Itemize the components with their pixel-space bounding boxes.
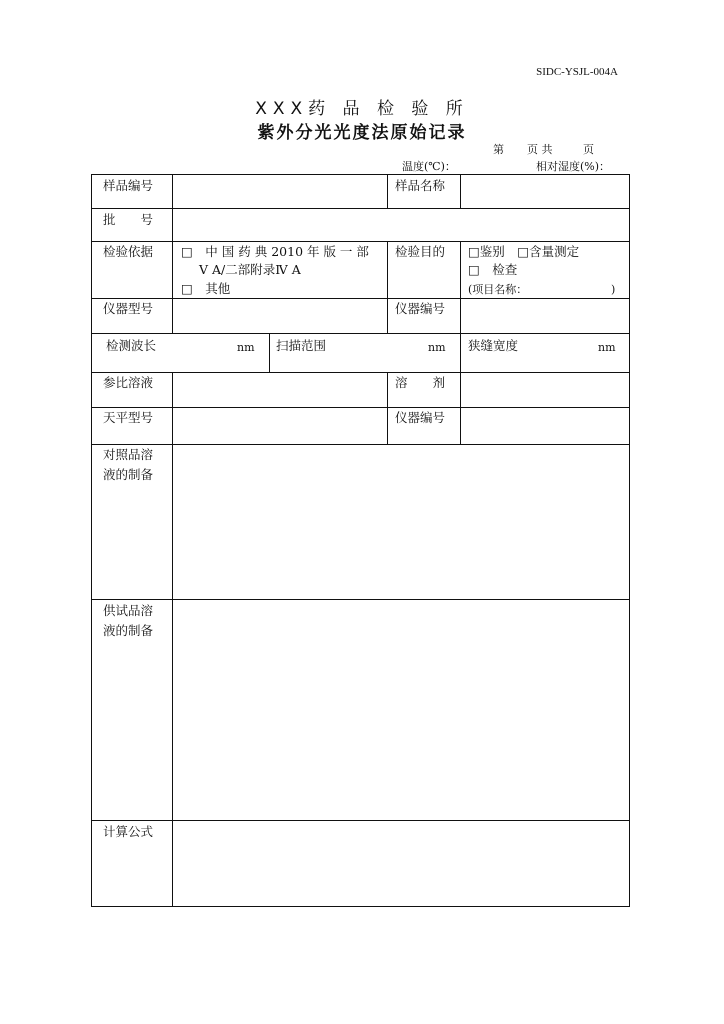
formula-field[interactable] <box>176 824 624 902</box>
purpose-item-close: ) <box>611 283 616 296</box>
wavelength-label: 检测波长 <box>106 338 157 353</box>
balance-model-label: 天平型号 <box>103 410 154 425</box>
page-label-total: 页 共 <box>527 143 553 156</box>
temperature-label: 温度(℃)： <box>402 160 456 173</box>
purpose-option-test[interactable]: □ 检查 <box>468 262 518 277</box>
test-prep-label-line2: 液的制备 <box>103 623 154 638</box>
batch-label: 批 号 <box>103 212 154 227</box>
instrument-model-field[interactable] <box>176 302 382 330</box>
balance-no-label: 仪器编号 <box>395 410 446 425</box>
slit-width-unit: nm <box>598 341 616 354</box>
page-label-suffix: 页 <box>583 143 594 156</box>
solvent-field[interactable] <box>464 375 624 403</box>
purpose-item-name-label: (项目名称： <box>468 283 528 296</box>
page-number-line <box>493 141 594 157</box>
reference-prep-label-line2: 液的制备 <box>103 467 154 482</box>
test-prep-field[interactable] <box>176 603 624 816</box>
basis-option-other[interactable]: □ 其他 <box>181 281 231 296</box>
instrument-no-label: 仪器编号 <box>395 301 446 316</box>
balance-no-field[interactable] <box>464 411 624 441</box>
reference-prep-label-line1: 对照品溶 <box>103 447 154 462</box>
purpose-option-identification-assay[interactable]: □鉴别 □含量测定 <box>468 244 580 259</box>
basis-option-pharmacopoeia[interactable]: □ 中 国 药 典 2010 年 版 一 部 <box>181 244 369 259</box>
humidity-label: 相对湿度(%)： <box>536 160 611 173</box>
basis-option-appendix: Ⅴ A/二部附录Ⅳ A <box>199 262 301 277</box>
page-label-prefix: 第 <box>493 143 504 156</box>
formula-label: 计算公式 <box>103 824 154 839</box>
record-table <box>91 174 630 907</box>
sample-no-field[interactable] <box>176 179 382 205</box>
slit-width-label: 狭缝宽度 <box>468 338 519 353</box>
instrument-no-field[interactable] <box>464 302 624 330</box>
sample-name-field[interactable] <box>464 179 624 205</box>
institute-name: XXX药 品 检 验 所 <box>255 99 469 119</box>
scan-range-label: 扫描范围 <box>276 338 327 353</box>
scan-range-unit: nm <box>428 341 446 354</box>
instrument-model-label: 仪器型号 <box>103 301 154 316</box>
solvent-label: 溶 剂 <box>395 375 446 390</box>
reference-solution-label: 参比溶液 <box>103 375 154 390</box>
balance-model-field[interactable] <box>176 411 382 441</box>
sample-no-label: 样品编号 <box>103 178 154 193</box>
document-code: SIDC-YSJL-004A <box>536 66 618 78</box>
basis-label: 检验依据 <box>103 244 154 259</box>
wavelength-unit: nm <box>237 341 255 354</box>
reference-solution-field[interactable] <box>176 375 382 403</box>
batch-field[interactable] <box>176 212 624 238</box>
environment-line <box>402 158 610 174</box>
reference-prep-field[interactable] <box>176 448 624 595</box>
sample-name-label: 样品名称 <box>395 178 446 193</box>
record-title: 紫外分光光度法原始记录 <box>257 123 467 143</box>
purpose-label: 检验目的 <box>395 244 446 259</box>
test-prep-label-line1: 供试品溶 <box>103 603 154 618</box>
